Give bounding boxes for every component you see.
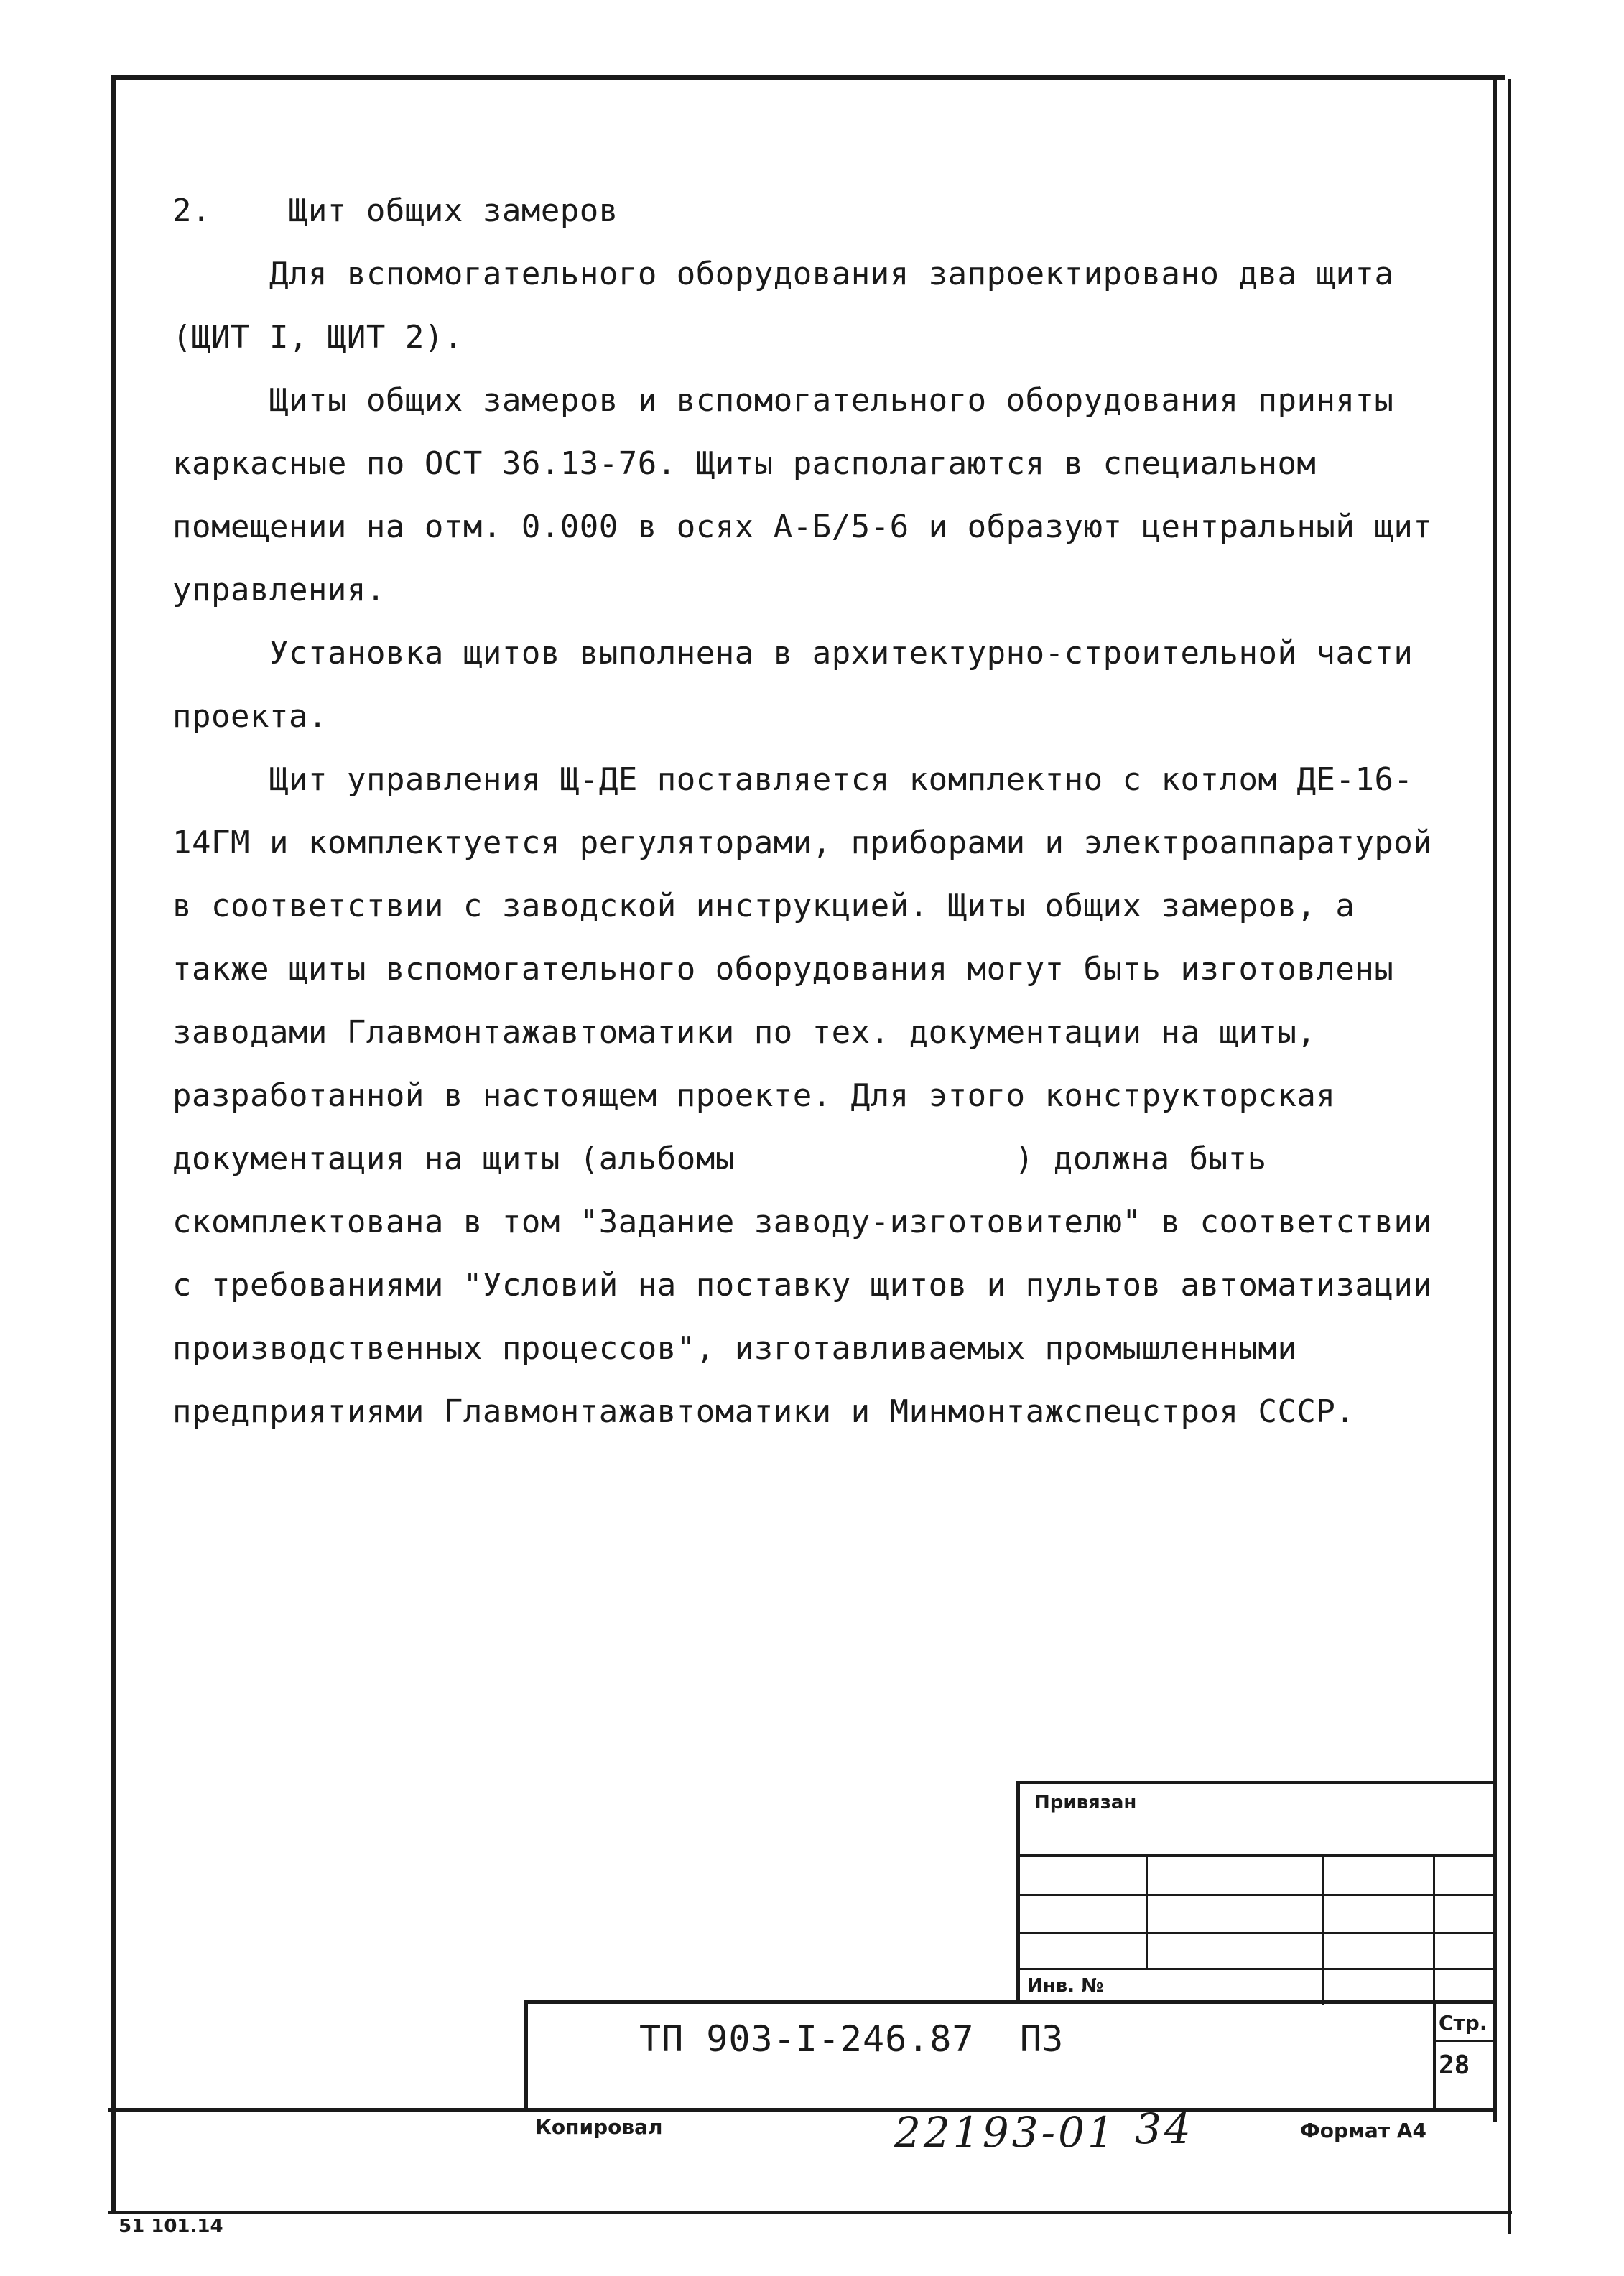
stamp-upper-left-border [1016, 1781, 1020, 2004]
frame-top-border [111, 75, 1505, 80]
frame-right-outer-edge [1508, 79, 1511, 2234]
frame-bottom-border [108, 2108, 1494, 2112]
stamp-upper-top-border [1016, 1781, 1494, 1784]
document-code: ТП 903-I-246.87 [639, 2018, 975, 2060]
form-code: 51 101.14 [119, 2216, 223, 2237]
stamp-page-label-line [1433, 2040, 1494, 2042]
privyazan-label: Привязан [1034, 1792, 1137, 1813]
format-label: Формат А4 [1300, 2119, 1426, 2142]
main-text [172, 180, 1437, 1444]
stamp-col-line-3 [1433, 1854, 1435, 2005]
stamp-col-line-1 [1146, 1854, 1148, 1969]
stamp-row-line-4 [1016, 1968, 1494, 1970]
frame-left-border [111, 75, 116, 2212]
stamp-main-left-border [524, 2000, 528, 2108]
paragraph-4-end: ) должна быть скомплектована в том "Задание заводу-изготовителю" в соответствии с требованиями "Условий на поставку щитов и пультов автоматизации производственных процессов", изготавливаемых промышленными предприятиями Главмонтажавтоматики и Минмонтажспецстроя СССР. [172, 1141, 1433, 1430]
stamp-page-col-border [1433, 2000, 1436, 2108]
paragraph-3: Установка щитов выполнена в архитектурно-строительной части проекта. [172, 635, 1414, 735]
stamp-row-line-2 [1016, 1894, 1494, 1896]
section-heading: 2. Щит общих замеров [172, 192, 618, 229]
inv-no-label: Инв. № [1027, 1975, 1104, 1997]
footer-border [108, 2211, 1512, 2214]
archive-number: 22193-01 [894, 2108, 1117, 2157]
stamp-row-line-1 [1016, 1854, 1494, 1857]
stamp-row-line-3 [1016, 1932, 1494, 1934]
paragraph-1: Для вспомогательного оборудования запроектировано два щита (ЩИТ I, ЩИТ 2). [172, 256, 1394, 356]
frame-right-border [1493, 75, 1497, 2122]
sheet-number: 34 [1135, 2104, 1194, 2153]
paragraph-2: Щиты общих замеров и вспомогательного оборудования приняты каркасные по ОСТ 36.13-76. Щиты располагаются в специальном помещении на отм. 0.000 в осях А-Б/5-6 и образуют центральный щит управления. [172, 382, 1433, 608]
copied-label: Копировал [535, 2115, 663, 2139]
paragraph-4 [172, 748, 1437, 1444]
document-type: ПЗ [1020, 2018, 1064, 2060]
stamp-main-top-border [524, 2000, 1494, 2004]
paragraph-4-start: Щит управления Щ-ДЕ поставляется комплектно с котлом ДЕ-16-14ГМ и комплектуется регуляторами, приборами и электроаппаратурой в соответствии с заводской инструкцией. Щиты общих замеров, а также щиты вспомогательного оборудования могут быть изготовлены заводами Главмонтажавтоматики по тех. документации на щиты, разработанной в настоящем проекте. Для этого конструкторская документация на щиты (альбомы [172, 761, 1433, 1177]
stamp-col-line-2 [1322, 1854, 1324, 2005]
page-label: Стр. [1439, 2011, 1488, 2035]
page-number: 28 [1439, 2050, 1470, 2080]
